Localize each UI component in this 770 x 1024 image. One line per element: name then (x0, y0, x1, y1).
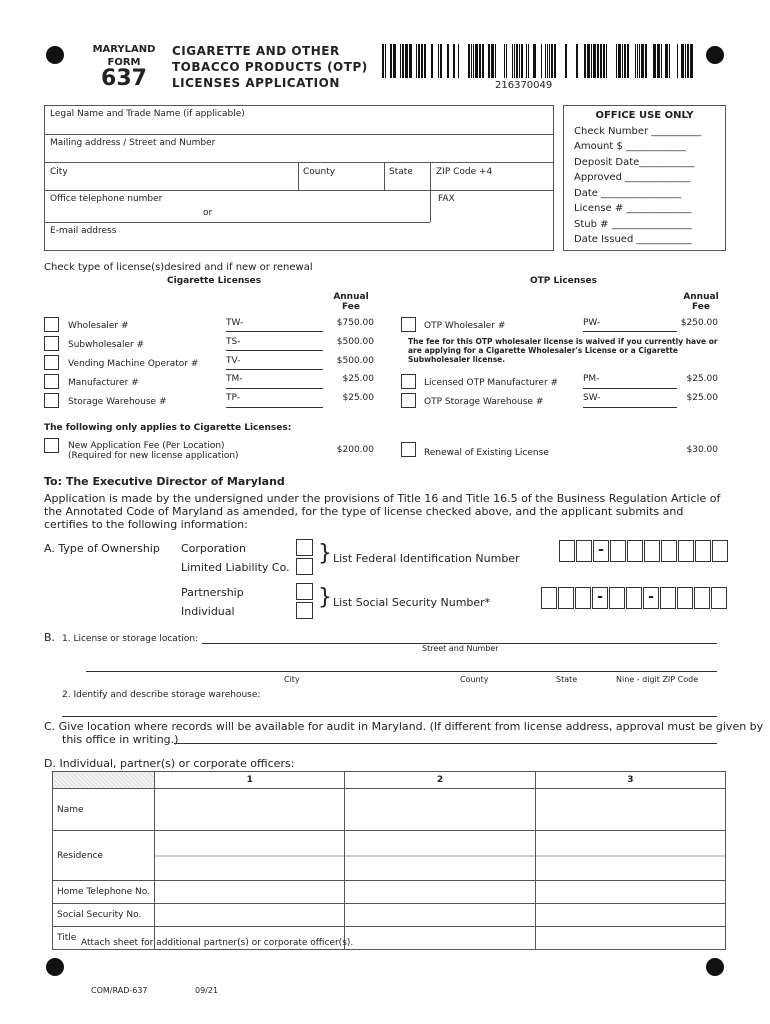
barcode-bar (471, 44, 472, 78)
cigarette-licenses-header: Cigarette Licenses (167, 276, 262, 286)
zip-field[interactable]: ZIP Code +4 (436, 167, 493, 177)
office-use-line: Amount $ ____________ (574, 141, 687, 152)
digit-box[interactable] (541, 587, 557, 609)
barcode-bar (431, 44, 433, 78)
barcode-bar (528, 44, 529, 78)
wholesaler-fee: $750.00 (336, 318, 374, 328)
office-use-title: OFFICE USE ONLY (595, 110, 694, 121)
application-statement: Application is made by the undersigned under the provisions of Title 16 and Title 16.5 of the Business Regulation Article of the Annotated Code of Maryland as amended, for the type of license checked above, and the applicant submits and certifies to the following information: (44, 492, 721, 531)
row-label: Residence (53, 831, 155, 881)
officers-label: D. Individual, partner(s) or corporate officers: (44, 757, 295, 770)
subwholesaler-prefix: TS- (226, 337, 241, 347)
barcode-bar (440, 44, 442, 78)
otp-manufacturer-prefix: PM- (583, 374, 600, 384)
wholesaler-checkbox[interactable] (44, 317, 59, 332)
title-input[interactable] (535, 927, 725, 950)
zip-caption: Nine - digit ZIP Code (616, 675, 699, 684)
barcode-bar (416, 44, 417, 78)
vending-operator-prefix: TV- (226, 356, 241, 366)
form-word: FORM (107, 57, 141, 68)
barcode-bar (641, 44, 644, 78)
fax-field[interactable]: FAX (438, 194, 455, 204)
barcode-bar (547, 44, 548, 78)
otp-wholesaler-prefix: PW- (583, 318, 601, 328)
corporation-label: Corporation (181, 542, 246, 555)
residence-input[interactable] (345, 831, 535, 881)
barcode-bar (677, 44, 678, 78)
digit-box[interactable] (576, 540, 592, 562)
barcode (382, 44, 695, 80)
applicant-info-block (44, 105, 554, 251)
barcode-bar (409, 44, 412, 78)
subwholesaler-number-input[interactable] (226, 350, 323, 351)
digit-box[interactable] (627, 540, 643, 562)
barcode-bar (393, 44, 396, 78)
wholesaler-prefix: TW- (226, 318, 244, 328)
manufacturer-fee: $25.00 (342, 374, 374, 384)
barcode-bar (514, 44, 515, 78)
column-header: 3 (535, 772, 725, 789)
new-application-fee: $200.00 (336, 445, 374, 455)
barcode-bar (382, 44, 384, 78)
barcode-bar (491, 44, 494, 78)
barcode-number: 216370049 (495, 80, 553, 91)
digit-box[interactable] (609, 587, 625, 609)
office-use-line: Stub # ________________ (574, 219, 692, 230)
otp-wholesaler-label: OTP Wholesaler # (424, 321, 506, 331)
barcode-bar (541, 44, 542, 78)
partnership-checkbox[interactable] (296, 583, 313, 600)
form-title-line2: TOBACCO PRODUCTS (OTP) (172, 60, 368, 74)
row-label: Name (53, 789, 155, 831)
digit-separator: - (593, 540, 609, 562)
or-label: or (203, 208, 213, 218)
barcode-bar (591, 44, 592, 78)
new-application-label: New Application Fee (Per Location) (Required for new license application) (68, 441, 239, 461)
annual-fee-header: Annual Fee (333, 292, 369, 312)
otp-storage-fee: $25.00 (686, 393, 718, 403)
barcode-bar (551, 44, 553, 78)
barcode-bar (661, 44, 662, 78)
barcode-bar (597, 44, 599, 78)
digit-box[interactable] (677, 587, 693, 609)
records-location-input[interactable] (174, 743, 717, 744)
mailing-address-field[interactable]: Mailing address / Street and Number (50, 138, 216, 148)
storage-warehouse-fee: $25.00 (342, 393, 374, 403)
barcode-bar (635, 44, 636, 78)
individual-label: Individual (181, 605, 235, 618)
barcode-bar (468, 44, 470, 78)
renewal-fee: $30.00 (686, 445, 718, 455)
office-use-line: Date ________________ (574, 188, 682, 199)
director-heading: To: The Executive Director of Maryland (44, 475, 285, 488)
form-title-line1: CIGARETTE AND OTHER (172, 44, 340, 58)
barcode-bar (653, 44, 656, 78)
residence-input[interactable] (535, 831, 725, 881)
otp-fee-waiver-note: The fee for this OTP wholesaler license is waived if you currently have or are applying for a Cigarette Wholesaler's License or a Cigarette Subwholesaler license. (408, 337, 718, 364)
llc-checkbox[interactable] (296, 558, 313, 575)
digit-box[interactable] (711, 587, 727, 609)
barcode-bar (495, 44, 496, 78)
manufacturer-number-input[interactable] (226, 388, 323, 389)
barcode-bar (624, 44, 626, 78)
barcode-bar (618, 44, 621, 78)
otp-manufacturer-label: Licensed OTP Manufacturer # (424, 378, 559, 388)
state-label: MARYLAND (92, 44, 156, 55)
digit-box[interactable] (712, 540, 728, 562)
barcode-bar (685, 44, 686, 78)
registration-mark (46, 46, 64, 64)
barcode-bar (504, 44, 505, 78)
form-code: COM/RAD-637 (91, 986, 148, 995)
barcode-bar (488, 44, 490, 78)
barcode-bar (482, 44, 484, 78)
office-use-line: Check Number __________ (574, 126, 702, 137)
barcode-bar (533, 44, 536, 78)
attach-sheet-note: Attach sheet for additional partner(s) or corporate officer(s). (81, 938, 354, 948)
digit-box[interactable] (558, 587, 574, 609)
otp-wholesaler-fee: $250.00 (680, 318, 718, 328)
digit-separator: - (643, 587, 659, 609)
barcode-bar (421, 44, 423, 78)
barcode-bar (587, 44, 590, 78)
barcode-bar (473, 44, 474, 78)
barcode-bar (458, 44, 459, 78)
storage-warehouse-number-input[interactable] (226, 407, 323, 408)
name-input[interactable] (345, 789, 535, 831)
otp-manufacturer-number-input[interactable] (583, 388, 677, 389)
individual-checkbox[interactable] (296, 602, 313, 619)
wholesaler-label: Wholesaler # (68, 321, 129, 331)
ssn-cell-input[interactable] (345, 904, 535, 927)
barcode-bar (400, 44, 401, 78)
ssn-label: List Social Security Number* (333, 596, 491, 609)
barcode-bar (526, 44, 527, 78)
barcode-bar (549, 44, 550, 78)
vending-operator-fee: $500.00 (336, 356, 374, 366)
barcode-bar (405, 44, 408, 78)
home-phone-input[interactable] (535, 881, 725, 904)
license-location-label: 1. License or storage location: (62, 634, 199, 644)
barcode-bar (516, 44, 518, 78)
digit-box[interactable] (626, 587, 642, 609)
barcode-bar (519, 44, 520, 78)
home-phone-input[interactable] (155, 881, 345, 904)
storage-warehouse-checkbox[interactable] (44, 393, 59, 408)
officers-table (52, 771, 726, 950)
phone-field[interactable]: Office telephone number (50, 194, 163, 204)
title-input[interactable] (345, 927, 535, 950)
legal-name-field[interactable]: Legal Name and Trade Name (if applicable) (50, 109, 245, 119)
otp-storage-checkbox[interactable] (401, 393, 416, 408)
barcode-bar (657, 44, 660, 78)
barcode-bar (690, 44, 693, 78)
ownership-type-label: A. Type of Ownership (44, 542, 160, 555)
barcode-bar (418, 44, 420, 78)
office-use-line: Deposit Date___________ (574, 157, 695, 168)
barcode-bar (622, 44, 623, 78)
wholesaler-number-input[interactable] (226, 331, 323, 332)
barcode-bar (616, 44, 617, 78)
street-caption: Street and Number (422, 644, 499, 653)
registration-mark (706, 46, 724, 64)
manufacturer-prefix: TM- (226, 374, 243, 384)
barcode-bar (475, 44, 478, 78)
barcode-bar (438, 44, 439, 78)
subwholesaler-fee: $500.00 (336, 337, 374, 347)
barcode-bar (645, 44, 647, 78)
barcode-bar (584, 44, 586, 78)
storage-warehouse-describe-label: 2. Identify and describe storage warehouse: (62, 690, 261, 700)
column-header: 1 (155, 772, 345, 789)
cigarette-only-note: The following only applies to Cigarette Licenses: (44, 423, 292, 433)
barcode-bar (669, 44, 670, 78)
otp-storage-label: OTP Storage Warehouse # (424, 397, 544, 407)
otp-wholesaler-checkbox[interactable] (401, 317, 416, 332)
office-use-line: Date Issued ___________ (574, 234, 692, 245)
barcode-bar (639, 44, 640, 78)
barcode-bar (506, 44, 507, 78)
barcode-bar (627, 44, 629, 78)
row-label: Title (53, 927, 155, 950)
storage-warehouse-prefix: TP- (226, 393, 240, 403)
barcode-bar (603, 44, 605, 78)
otp-storage-prefix: SW- (583, 393, 601, 403)
barcode-bar (385, 44, 386, 78)
barcode-bar (545, 44, 546, 78)
ssn-cell-input[interactable] (535, 904, 725, 927)
corporation-checkbox[interactable] (296, 539, 313, 556)
new-application-checkbox[interactable] (44, 438, 59, 453)
vending-operator-checkbox[interactable] (44, 355, 59, 370)
digit-box[interactable] (644, 540, 660, 562)
barcode-bar (479, 44, 481, 78)
partnership-label: Partnership (181, 586, 244, 599)
digit-separator: - (592, 587, 608, 609)
manufacturer-label: Manufacturer # (68, 378, 139, 388)
manufacturer-checkbox[interactable] (44, 374, 59, 389)
barcode-bar (447, 44, 449, 78)
barcode-bar (390, 44, 392, 78)
barcode-bar (424, 44, 426, 78)
email-field[interactable]: E-mail address (50, 226, 117, 236)
barcode-bar (593, 44, 596, 78)
barcode-bar (565, 44, 567, 78)
llc-label: Limited Liability Co. (181, 561, 290, 574)
section-b-label: B. (44, 631, 56, 644)
license-location-city-input[interactable] (86, 671, 717, 672)
registration-mark (706, 958, 724, 976)
ssn-cell-input[interactable] (155, 904, 345, 927)
digit-box[interactable] (660, 587, 676, 609)
county-field[interactable]: County (303, 167, 336, 177)
records-location-label: C. Give location where records will be available for audit in Maryland. (If different from license address, approval must be given by (44, 720, 764, 733)
registration-mark (46, 958, 64, 976)
digit-box[interactable] (694, 587, 710, 609)
otp-storage-number-input[interactable] (583, 407, 677, 408)
otp-licenses-header: OTP Licenses (530, 276, 598, 286)
digit-box[interactable] (559, 540, 575, 562)
brace-icon: } (318, 541, 332, 566)
city-field[interactable]: City (50, 167, 68, 177)
storage-warehouse-describe-input[interactable] (62, 716, 717, 717)
barcode-bar (687, 44, 689, 78)
brace-icon: } (318, 585, 332, 610)
fein-label: List Federal Identification Number (333, 552, 520, 565)
records-location-label-cont: this office in writing.) (62, 733, 179, 746)
annual-fee-header: Annual Fee (683, 292, 719, 312)
otp-manufacturer-fee: $25.00 (686, 374, 718, 384)
city-caption: City (284, 675, 300, 684)
barcode-bar (512, 44, 513, 78)
renewal-checkbox[interactable] (401, 442, 416, 457)
license-instruction: Check type of license(s)desired and if new or renewal (44, 262, 313, 273)
renewal-label: Renewal of Existing License (424, 448, 549, 458)
barcode-bar (453, 44, 455, 78)
barcode-bar (521, 44, 523, 78)
barcode-bar (681, 44, 684, 78)
digit-box[interactable] (610, 540, 626, 562)
table-corner (53, 772, 155, 789)
form-number: 637 (101, 66, 147, 91)
otp-wholesaler-number-input[interactable] (583, 331, 677, 332)
office-use-line: License # _____________ (574, 203, 692, 214)
row-label: Home Telephone No. (53, 881, 155, 904)
digit-box[interactable] (695, 540, 711, 562)
office-use-line: Approved _____________ (574, 172, 691, 183)
storage-warehouse-label: Storage Warehouse # (68, 397, 167, 407)
name-input[interactable] (155, 789, 345, 831)
barcode-bar (665, 44, 668, 78)
form-date: 09/21 (195, 986, 219, 995)
form-title-line3: LICENSES APPLICATION (172, 76, 340, 90)
digit-box[interactable] (678, 540, 694, 562)
state-caption: State (556, 675, 578, 684)
barcode-bar (637, 44, 638, 78)
subwholesaler-label: Subwholesaler # (68, 340, 145, 350)
digit-box[interactable] (575, 587, 591, 609)
barcode-bar (402, 44, 404, 78)
barcode-bar (576, 44, 578, 78)
digit-box[interactable] (661, 540, 677, 562)
row-label: Social Security No. (53, 904, 155, 927)
otp-manufacturer-checkbox[interactable] (401, 374, 416, 389)
barcode-bar (606, 44, 607, 78)
subwholesaler-checkbox[interactable] (44, 336, 59, 351)
barcode-bar (600, 44, 602, 78)
home-phone-input[interactable] (345, 881, 535, 904)
residence-input[interactable] (155, 831, 345, 881)
vending-operator-number-input[interactable] (226, 369, 323, 370)
vending-operator-label: Vending Machine Operator # (68, 359, 199, 369)
barcode-bar (554, 44, 556, 78)
column-header: 2 (345, 772, 535, 789)
state-field[interactable]: State (389, 167, 413, 177)
name-input[interactable] (535, 789, 725, 831)
county-caption: County (460, 675, 489, 684)
